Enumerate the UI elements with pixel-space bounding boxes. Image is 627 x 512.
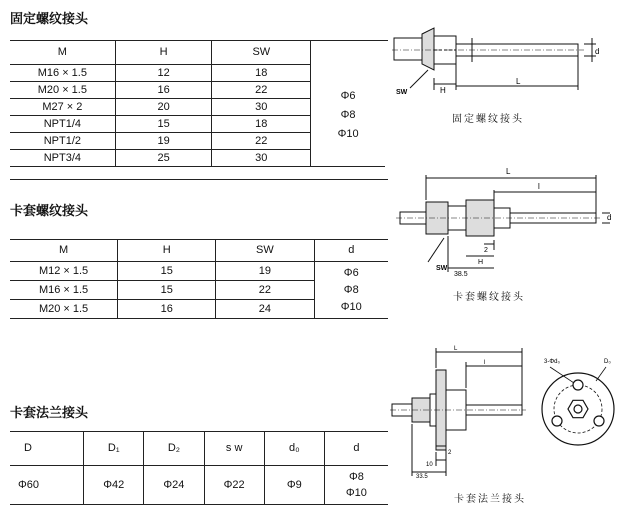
cell-d2: Φ24 <box>144 466 204 505</box>
ferrule-flange-table <box>10 431 388 505</box>
center-hole <box>574 405 582 413</box>
cell-m: M20 × 1.5 <box>10 82 115 99</box>
cell-m: NPT1/4 <box>10 116 115 133</box>
d-value: Φ10 <box>340 300 362 313</box>
header-m: M <box>10 40 115 65</box>
fixed-thread-drawing <box>388 14 608 124</box>
cell-m: M16 × 1.5 <box>10 281 118 300</box>
header-d2: D₂ <box>144 431 204 466</box>
label-l: L <box>454 346 458 352</box>
cell-h: 15 <box>118 281 216 300</box>
label-l-inner: l <box>538 182 540 191</box>
d-value: Φ6 <box>340 89 356 102</box>
cell-sw: 24 <box>216 300 314 319</box>
header-d: d <box>314 239 388 262</box>
header-sw: SW <box>216 239 314 262</box>
d-value: Φ10 <box>337 127 359 140</box>
hex-center <box>568 400 588 417</box>
d-values-cell <box>311 65 385 167</box>
d-value: Φ8 <box>348 471 364 483</box>
cell-h: 25 <box>115 150 212 167</box>
cell-d1: Φ42 <box>84 466 144 505</box>
label-h: H <box>440 86 446 95</box>
label-d: d <box>607 213 612 222</box>
cell-d0: Φ9 <box>264 466 324 505</box>
cell-h: 19 <box>115 133 212 150</box>
cell-h: 12 <box>115 65 212 82</box>
cell-sw: 22 <box>216 281 314 300</box>
label-dim-2: 2 <box>484 247 488 254</box>
d-values-cell <box>324 466 388 505</box>
section-title-ferrule-thread: 卡套螺纹接头 <box>10 204 89 219</box>
header-d-outer: D <box>10 431 84 466</box>
thread-body <box>394 38 422 60</box>
label-h: H <box>478 259 484 266</box>
header-d1: D₁ <box>84 431 144 466</box>
bolt-circle <box>554 385 602 433</box>
cell-m: M27 × 2 <box>10 99 115 116</box>
cell-h: 16 <box>115 82 212 99</box>
header-sw: s w <box>204 431 264 466</box>
header-m: M <box>10 239 118 262</box>
section-title-ferrule-flange: 卡套法兰接头 <box>10 406 89 421</box>
cell-sw: 30 <box>212 150 311 167</box>
label-d0: D₀ <box>604 359 611 365</box>
cell-h: 15 <box>115 116 212 133</box>
cell-sw: 30 <box>212 99 311 116</box>
cell-m: NPT3/4 <box>10 150 115 167</box>
ferrule-thread-drawing <box>388 160 618 290</box>
label-l: L <box>516 77 521 86</box>
label-holes: 3-Φd₀ <box>544 359 560 365</box>
cell-sw: 18 <box>212 65 311 82</box>
cell-sw: Φ22 <box>204 466 264 505</box>
header-d: d <box>324 431 388 466</box>
ferrule-flange-side-drawing <box>388 340 528 480</box>
cell-sw: 22 <box>212 133 311 150</box>
label-dim-10: 10 <box>426 462 433 468</box>
header-h: H <box>118 239 216 262</box>
label-d: d <box>595 47 600 56</box>
section-title-fixed-thread: 固定螺纹接头 <box>10 12 89 27</box>
cell-m: M12 × 1.5 <box>10 262 118 281</box>
d-value: Φ8 <box>343 283 359 296</box>
d-value: Φ8 <box>340 108 356 121</box>
cell-sw: 18 <box>212 116 311 133</box>
label-dim-2: 2 <box>448 450 452 456</box>
label-sw: SW <box>436 265 448 272</box>
cell-sw: 19 <box>216 262 314 281</box>
drawing-caption: 卡套法兰接头 <box>454 494 526 505</box>
bolt-hole <box>552 416 562 426</box>
cell-h: 16 <box>118 300 216 319</box>
cell-m: NPT1/2 <box>10 133 115 150</box>
label-l: L <box>506 167 511 176</box>
header-h: H <box>115 40 212 65</box>
table-bottom-rule <box>10 179 388 180</box>
fixed-thread-table <box>10 40 385 167</box>
cell-m: M16 × 1.5 <box>10 65 115 82</box>
cell-sw: 22 <box>212 82 311 99</box>
drawing-caption: 固定螺纹接头 <box>452 114 524 125</box>
d-value: Φ6 <box>343 266 359 279</box>
drawing-caption: 卡套螺纹接头 <box>453 292 525 303</box>
hex-nut <box>422 28 434 70</box>
label-dim-38-5: 38.5 <box>454 271 468 278</box>
ferrule-flange-front-drawing <box>530 345 626 449</box>
cell-h: 15 <box>118 262 216 281</box>
bolt-hole <box>594 416 604 426</box>
header-sw: SW <box>212 40 311 65</box>
label-sw: SW <box>396 89 408 96</box>
d-value: Φ10 <box>345 487 367 499</box>
d-values-cell <box>314 262 388 319</box>
header-d0: d₀ <box>264 431 324 466</box>
bolt-hole <box>573 380 583 390</box>
ferrule-thread-table <box>10 239 388 319</box>
label-l-inner: l <box>484 360 486 366</box>
cell-m: M20 × 1.5 <box>10 300 118 319</box>
cell-h: 20 <box>115 99 212 116</box>
cell-d-outer: Φ60 <box>10 466 84 505</box>
label-dim-33-5: 33.5 <box>416 474 428 480</box>
